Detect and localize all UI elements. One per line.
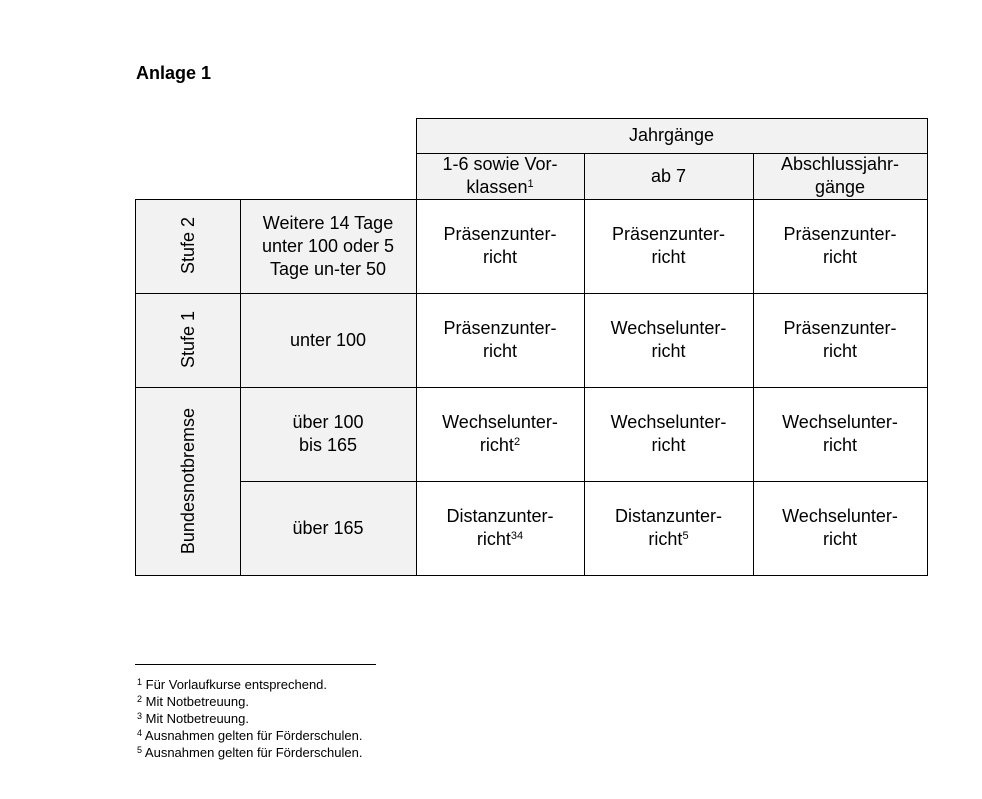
cell-s2-c3-text: Präsenzunter-richt [783,224,897,267]
header-col1-label: 1-6 sowie Vor-klassen [442,154,558,197]
footnote-1 [137,676,327,693]
footnote-ref-1[interactable]: 1 [527,178,534,190]
cell-s2-c1-text: Präsenzunter-richt [443,224,557,267]
condition-stufe1-label: unter 100 [289,329,367,350]
stage-bundesnotbremse-label: Bundesnotbremse [177,407,198,555]
footnote-ref-5[interactable]: 5 [682,530,689,542]
footnote-text: Für Vorlaufkurse entsprechend. [145,677,328,692]
footnote-text: Ausnahmen gelten für Förderschulen. [144,728,363,743]
footnote-text: Mit Notbetreuung. [145,694,249,709]
stage-stufe2-label: Stufe 2 [177,217,198,275]
page-title: Anlage 1 [136,63,212,83]
footnote-ref-34[interactable]: 34 [510,530,524,542]
cell-b1-c3-text: Wechselunter-richt [782,412,898,455]
footnote-text: Ausnahmen gelten für Förderschulen. [144,745,363,760]
footnote-3 [137,710,249,727]
footnote-ref-2[interactable]: 2 [513,436,521,448]
cell-s1-c1-text: Präsenzunter-richt [443,318,557,361]
footnote-4 [137,727,362,744]
header-col3-label: Abschlussjahr-gänge [780,154,900,197]
header-group-label: Jahrgänge [628,125,715,145]
header-col2-label: ab 7 [650,165,687,186]
footnote-text: Mit Notbetreuung. [145,711,249,726]
condition-bn-100-165-label: über 100 bis 165 [292,412,364,455]
footnote-mark: 5 [137,745,143,755]
footnote-mark: 3 [137,711,143,721]
cell-b1-c2-text: Wechselunter-richt [610,412,727,455]
stage-stufe1-label: Stufe 1 [177,311,198,369]
footnote-mark: 4 [137,728,143,738]
footnote-2 [137,693,249,710]
cell-s1-c3-text: Präsenzunter-richt [783,318,897,361]
footnote-separator [135,664,376,665]
cell-s1-c2-text: Wechselunter-richt [610,318,727,361]
cell-b2-c1-label: Distanzunter-richt [446,506,554,549]
footnote-mark: 2 [137,694,143,704]
footnote-mark: 1 [137,677,143,687]
cell-s2-c2-text: Präsenzunter-richt [611,224,726,267]
cell-b1-c1-label: Wechselunter-richt [442,412,558,455]
condition-stufe2-label: Weitere 14 Tage unter 100 oder 5 Tage un-ter 50 [261,212,395,279]
condition-bn-165-label: über 165 [292,517,364,538]
footnote-5 [137,744,362,761]
cell-b2-c3-text: Wechselunter-richt [782,506,898,549]
cell-b2-c2-label: Distanzunter-richt [614,506,723,549]
